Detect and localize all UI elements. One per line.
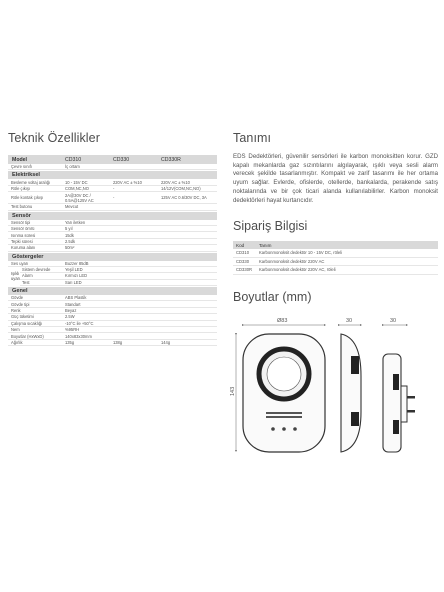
spec-value: 135g <box>65 340 75 345</box>
spec-value: 220V AC ± %10 <box>161 179 190 185</box>
header-cd330r: CD330R <box>161 156 181 163</box>
header-cd330: CD330 <box>113 156 130 163</box>
info-panel <box>233 131 438 304</box>
spec-value: Beyaz <box>65 308 77 314</box>
spec-label: Güç tüketimi <box>11 314 34 320</box>
width-label: Ø83 <box>277 318 288 324</box>
order-header <box>233 241 438 249</box>
spec-label: Gövde tipi <box>11 301 30 307</box>
description-text: EDS Dedektörleri, güvenilir sensörleri ile karbon monoksitten korur. GZD kapalı mekanlarda gaz sızıntılarını algılayarak, ışıklı veya sesli alarm verecek şekilde tasarlanmıştır. Kompakt ve zarif tasarımı ile her ortama uyum sağlar. Evlerde, ofislerde, otellerde, bankalarda, perakende satış noktalarında ve bir çok ticari alanda kullanılabilirler. Karbon monoksit dedektörleri hayat kurtarıcıdır. <box>233 153 438 204</box>
table-row <box>233 266 438 275</box>
light-indicator-group <box>8 267 217 286</box>
header-model: Model <box>12 156 27 163</box>
depth-label-2: 30 <box>390 318 397 324</box>
order-header-desc: Tanım <box>259 242 272 248</box>
spec-label: Nem <box>11 327 20 333</box>
spec-value: %95RH <box>65 327 80 333</box>
spec-label: Gövde <box>11 295 24 301</box>
table-row <box>8 164 217 170</box>
spec-label: Koruma alanı <box>11 245 36 251</box>
side-detail-2 <box>351 412 359 426</box>
table-row <box>8 245 217 251</box>
spec-label: Boyutlar (HxWxD) <box>11 333 44 339</box>
spec-label: Sensör ömrü <box>11 226 35 232</box>
height-label: 143 <box>230 386 236 396</box>
vent-grille-1 <box>266 412 302 414</box>
spec-value: 2.5dk <box>65 238 76 244</box>
spec-value: 15dk <box>65 232 74 238</box>
spec-value: Kırmızı LED <box>65 273 88 279</box>
order-header-code: Kod <box>236 242 245 248</box>
spec-value: Yeşil LED <box>65 267 83 273</box>
order-desc: Karbonmonoksit dedektör 10 - 15V DC, röleli <box>259 250 343 256</box>
section-electrical: Elektriksel <box>8 171 217 179</box>
spec-label: Röle çıkışı <box>11 185 31 191</box>
spec-label: Ağırlık <box>11 340 23 345</box>
order-code: CD330 <box>236 258 250 264</box>
plug-base <box>401 386 407 422</box>
section-indicators: Göstergeler <box>8 253 217 261</box>
spec-value: 220V AC ± %10 <box>113 179 142 185</box>
light-group-label: Işıklı uyarı <box>11 271 21 282</box>
spec-value: 50m² <box>65 245 75 251</box>
table-row <box>233 249 438 258</box>
specs-title: Teknik Özellikler <box>8 131 101 145</box>
spec-label: Renk <box>11 308 21 314</box>
vent-grille-2 <box>266 416 302 418</box>
header-cd310: CD310 <box>65 156 82 163</box>
spec-label: Tepki süresi <box>11 238 33 244</box>
order-desc: Karbonmonoksit dedektör 220V AC, röleli <box>259 267 336 273</box>
spec-value: COM,NC,NO <box>65 185 89 191</box>
table-row <box>8 340 217 346</box>
table-row <box>8 204 217 210</box>
side-detail-1 <box>351 356 359 374</box>
spec-value: Buzzer 85dB <box>65 260 89 266</box>
order-title: Sipariş Bilgisi <box>233 219 308 234</box>
spec-value: -10°C ile +50°C <box>65 320 94 326</box>
plug-pin-2 <box>407 410 415 413</box>
spec-value: Mevcut <box>65 204 79 210</box>
spec-label: Test <box>22 279 30 285</box>
spec-value: İç ortam <box>65 164 80 170</box>
spec-label: Ses uyarı <box>11 260 29 266</box>
spec-label: Sistem devrede <box>22 267 51 273</box>
spec-label: Isınma süresi <box>11 232 36 238</box>
plug-detail-2 <box>393 420 399 434</box>
depth-label-1: 30 <box>346 318 353 324</box>
description-title: Tanımı <box>233 131 272 145</box>
spec-value: 144g <box>161 340 171 345</box>
spec-label: Çalışma sıcaklığı <box>11 320 43 326</box>
section-sensor: Sensör <box>8 212 217 220</box>
spec-value: Standart <box>65 301 81 307</box>
spec-value: ABS Plastik <box>65 295 87 301</box>
specs-header <box>8 155 217 164</box>
spec-value: 138g <box>113 340 123 345</box>
order-desc: Karbonmonoksit dedektör 220V AC <box>259 258 325 264</box>
dimensions-title: Boyutlar (mm) <box>233 289 312 304</box>
spec-value: 140x83x30mm <box>65 333 92 339</box>
spec-label: Sensör tipi <box>11 219 31 225</box>
device-drawing <box>230 316 433 466</box>
led-2 <box>282 427 286 431</box>
sensor-center <box>267 357 301 391</box>
specs-panel <box>8 131 217 346</box>
spec-label: Besleme voltaj aralığı <box>11 179 51 185</box>
spec-value: - <box>113 195 115 201</box>
spec-label: Çevre sınıfı <box>11 164 32 170</box>
table-row <box>8 192 217 204</box>
spec-value: Yarı iletken <box>65 219 86 225</box>
spec-label: Test butonu <box>11 204 33 210</box>
plug-pin-1 <box>407 396 415 399</box>
led-3 <box>293 427 297 431</box>
table-row <box>233 258 438 267</box>
order-code: CD330R <box>236 267 253 273</box>
spec-value: 10 - 15V DC <box>65 179 88 185</box>
plug-body <box>383 354 401 452</box>
spec-value: 125V AC 0.6/30V DC, 3A <box>161 195 207 201</box>
spec-value: 2.5W <box>65 314 75 320</box>
spec-label: Alarm <box>22 273 33 279</box>
spec-value: 14/12V(COM,NC,NO) <box>161 185 201 191</box>
spec-value: 2A@30V DC / 0.5A@125V AC <box>65 192 94 203</box>
device-side-outline <box>341 334 361 452</box>
table-row <box>20 280 217 286</box>
order-code: CD310 <box>236 250 250 256</box>
spec-value: Sarı LED <box>65 279 82 285</box>
spec-value: - <box>113 185 115 191</box>
plug-detail-1 <box>393 374 399 390</box>
spec-value: 5 yıl <box>65 226 73 232</box>
led-1 <box>271 427 275 431</box>
section-general: Genel <box>8 287 217 295</box>
dimension-drawing <box>230 316 433 466</box>
spec-label: Röle kontak çıkışı <box>11 195 44 201</box>
